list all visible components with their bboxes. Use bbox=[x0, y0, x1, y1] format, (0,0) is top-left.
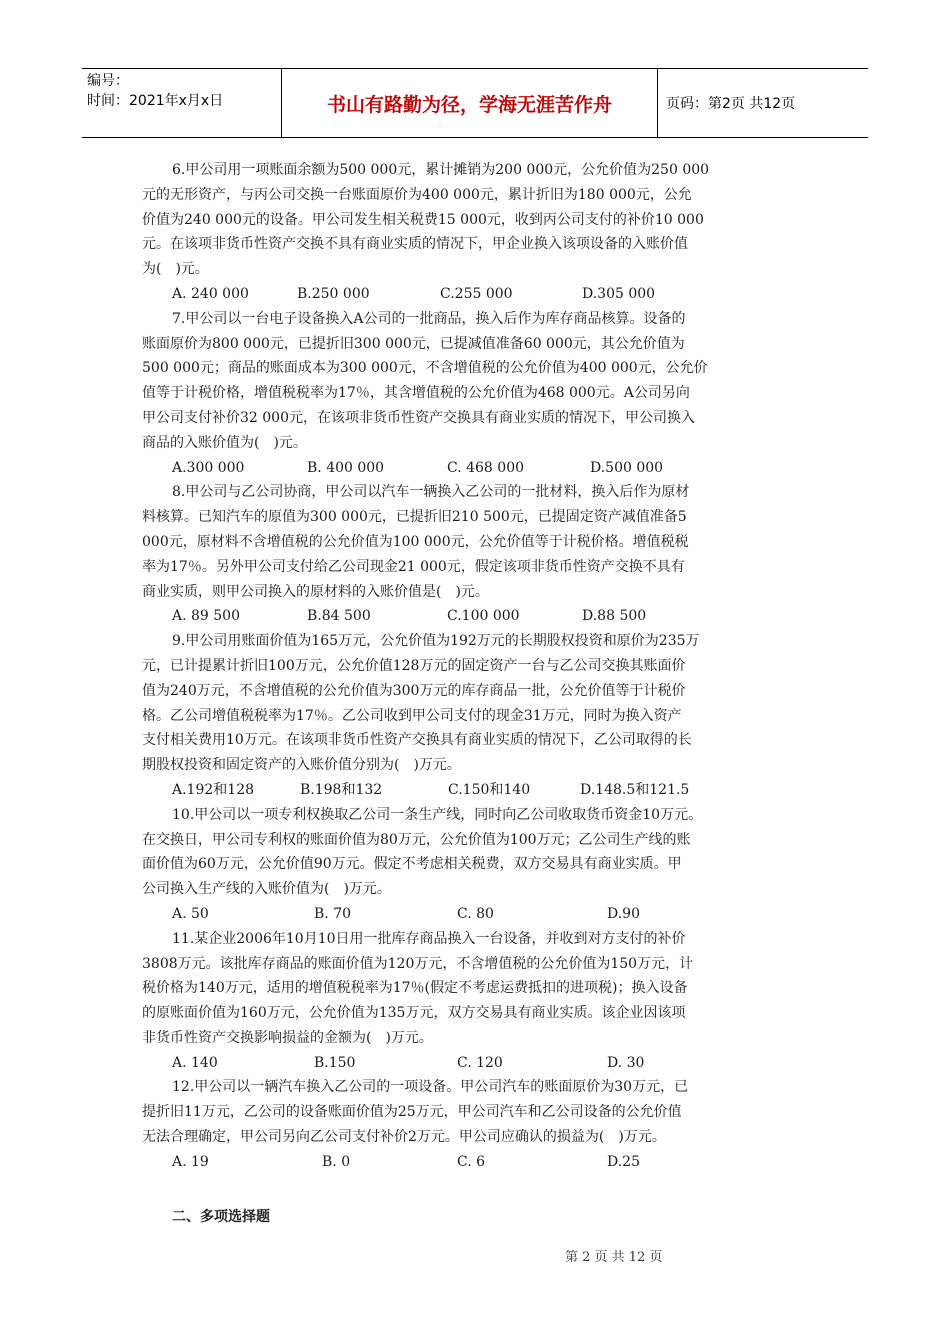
section-title: 二、多项选择题 bbox=[172, 1209, 270, 1225]
question-stem-line: 账面原价为800 000元，已提折旧300 000元，已提减值准备60 000元，其公允价值为 bbox=[142, 335, 685, 352]
question-stem-start: 9.甲公司用账面价值为165万元，公允价值为192万元的长期股权投资和原价为235万 bbox=[172, 633, 700, 650]
header-meta bbox=[82, 69, 282, 137]
question-stem-start: 12.甲公司以一辆汽车换入乙公司的一项设备。甲公司汽车的账面原价为30万元，已 bbox=[172, 1079, 689, 1096]
option-row bbox=[142, 282, 810, 307]
question-stem-start: 6.甲公司用一项账面余额为500 000元，累计摊销为200 000元，公允价值为250 000 bbox=[172, 162, 710, 178]
question-stem-line: 的原账面价值为160万元，公允价值为135万元，双方交易具有商业实质。该企业因该项 bbox=[142, 1005, 686, 1022]
question-item bbox=[142, 1075, 810, 1174]
option-b: B. 400 000 bbox=[307, 459, 385, 476]
question-stem-line: 格。乙公司增值税税率为17％。乙公司收到甲公司支付的现金31万元，同时为换入资产 bbox=[142, 707, 682, 724]
question-item bbox=[142, 158, 810, 307]
option-d: D.90 bbox=[607, 905, 640, 922]
option-a: A. 50 bbox=[172, 905, 209, 922]
option-c: C. 468 000 bbox=[447, 459, 525, 476]
question-stem-line: 无法合理确定，甲公司另向乙公司支付补价2万元。甲公司应确认的损益为( )万元。 bbox=[142, 1129, 666, 1146]
option-row bbox=[142, 604, 810, 629]
question-list bbox=[142, 158, 810, 1175]
question-stem-line: 支付相关费用10万元。在该项非货币性资产交换具有商业实质的情况下，乙公司取得的长 bbox=[142, 732, 692, 749]
option-b: B.150 bbox=[314, 1054, 356, 1071]
question-stem-line: 3808万元。该批库存商品的账面价值为120万元，不含增值税的公允价值为150万元，计 bbox=[142, 955, 694, 972]
option-c: C. 120 bbox=[457, 1054, 503, 1071]
question-stem-line: 值等于计税价格，增值税税率为17％，其含增值税的公允价值为468 000元。A公司另向 bbox=[142, 385, 690, 402]
document-header bbox=[82, 68, 868, 138]
option-row bbox=[142, 456, 810, 481]
option-b: B.84 500 bbox=[307, 608, 371, 625]
option-b: B.250 000 bbox=[297, 285, 370, 302]
question-item bbox=[142, 803, 810, 927]
option-d: D.88 500 bbox=[582, 608, 647, 625]
option-b: B. 70 bbox=[314, 905, 352, 922]
question-item bbox=[142, 307, 810, 481]
question-item bbox=[142, 629, 810, 803]
question-stem-line: 值为240万元，不含增值税的公允价值为300万元的库存商品一批，公允价值等于计税价 bbox=[142, 682, 686, 699]
question-stem-line: 税价格为140万元，适用的增值税税率为17％(假定不考虑运费抵扣的进项税)；换入设备 bbox=[142, 980, 688, 997]
number-label: 编号： bbox=[87, 73, 129, 89]
option-c: C.255 000 bbox=[440, 285, 513, 302]
option-c: C.150和140 bbox=[448, 781, 531, 798]
question-stem-start: 7.甲公司以一台电子设备换入A公司的一批商品，换入后作为库存商品核算。设备的 bbox=[172, 310, 686, 327]
question-stem-line: 元。在该项非货币性资产交换不具有商业实质的情况下，甲企业换入该项设备的入账价值 bbox=[142, 236, 688, 253]
question-stem-line: 提折旧11万元，乙公司的设备账面价值为25万元，甲公司汽车和乙公司设备的公允价值 bbox=[142, 1104, 682, 1121]
option-c: C.100 000 bbox=[447, 608, 520, 625]
option-d: D.305 000 bbox=[582, 285, 656, 302]
question-stem-start: 10.甲公司以一项专利权换取乙公司一条生产线，同时向乙公司收取货币资金10万元。 bbox=[172, 806, 703, 823]
question-stem-line: 甲公司支付补价32 000元，在该项非货币性资产交换具有商业实质的情况下，甲公司换入 bbox=[142, 409, 695, 426]
question-stem-line: 为( )元。 bbox=[142, 261, 209, 278]
question-item bbox=[142, 927, 810, 1076]
question-stem-line: 在交换日，甲公司专利权的账面价值为80万元，公允价值为100万元；乙公司生产线的账 bbox=[142, 831, 691, 848]
date-label: 时间：2021年x月x日 bbox=[87, 93, 224, 109]
option-row bbox=[142, 1051, 810, 1076]
option-a: A. 140 bbox=[172, 1054, 218, 1071]
option-a: A. 240 000 bbox=[172, 285, 249, 302]
question-stem-line: 率为17％。另外甲公司支付给乙公司现金21 000元，假定该项非货币性资产交换不具有 bbox=[142, 558, 685, 575]
option-row bbox=[142, 1150, 810, 1175]
question-stem-line: 面价值为60万元，公允价值90万元。假定不考虑相关税费，双方交易具有商业实质。甲 bbox=[142, 856, 682, 873]
question-stem-line: 料核算。已知汽车的原值为300 000元，已提折旧210 500元，已提固定资产减值准备5 bbox=[142, 509, 687, 526]
option-b: B.198和132 bbox=[300, 781, 383, 798]
option-row bbox=[142, 902, 810, 927]
header-motto: 书山有路勤为径，学海无涯苦作舟 bbox=[282, 69, 658, 137]
option-b: B. 0 bbox=[322, 1153, 351, 1170]
question-stem-line: 元，已计提累计折旧100万元，公允价值128万元的固定资产一台与乙公司交换其账面价 bbox=[142, 657, 686, 674]
question-stem-line: 公司换入生产线的入账价值为( )万元。 bbox=[142, 881, 391, 898]
question-stem-line: 价值为240 000元的设备。甲公司发生相关税费15 000元，收到丙公司支付的补价10 000 bbox=[142, 211, 704, 228]
option-c: C. 80 bbox=[457, 905, 494, 922]
question-item bbox=[142, 480, 810, 629]
question-stem-start: 8.甲公司与乙公司协商，甲公司以汽车一辆换入乙公司的一批材料，换入后作为原材 bbox=[172, 484, 690, 501]
question-stem-line: 元的无形资产，与丙公司交换一台账面原价为400 000元，累计折旧为180 000元，公允 bbox=[142, 186, 692, 203]
option-row bbox=[142, 778, 810, 803]
option-d: D. 30 bbox=[607, 1054, 645, 1071]
option-a: A. 89 500 bbox=[172, 608, 240, 625]
option-d: D.148.5和121.5 bbox=[580, 781, 690, 798]
option-a: A.192和128 bbox=[172, 781, 255, 798]
question-stem-line: 商品的入账价值为( )元。 bbox=[142, 434, 307, 451]
option-d: D.25 bbox=[607, 1153, 640, 1170]
question-stem-line: 500 000元；商品的账面成本为300 000元，不含增值税的公允价值为400 000元，公允价 bbox=[142, 360, 708, 377]
question-stem-start: 11.某企业2006年10月10日用一批库存商品换入一台设备，并收到对方支付的补价 bbox=[172, 930, 686, 947]
question-stem-line: 期股权投资和固定资产的入账价值分别为( )万元。 bbox=[142, 757, 461, 774]
page-footer: 第 2 页 共 12 页 bbox=[565, 1250, 663, 1265]
question-stem-line: 000元，原材料不含增值税的公允价值为100 000元，公允价值等于计税价格。增值税税 bbox=[142, 533, 689, 550]
option-a: A. 19 bbox=[172, 1153, 209, 1170]
page-indicator: 页码：第2页 共12页 bbox=[666, 96, 796, 112]
question-stem-line: 商业实质，则甲公司换入的原材料的入账价值是( )元。 bbox=[142, 583, 489, 600]
question-stem-line: 非货币性资产交换影响损益的金额为( )万元。 bbox=[142, 1029, 433, 1046]
option-c: C. 6 bbox=[457, 1153, 486, 1170]
option-d: D.500 000 bbox=[590, 459, 664, 476]
option-a: A.300 000 bbox=[172, 459, 245, 476]
